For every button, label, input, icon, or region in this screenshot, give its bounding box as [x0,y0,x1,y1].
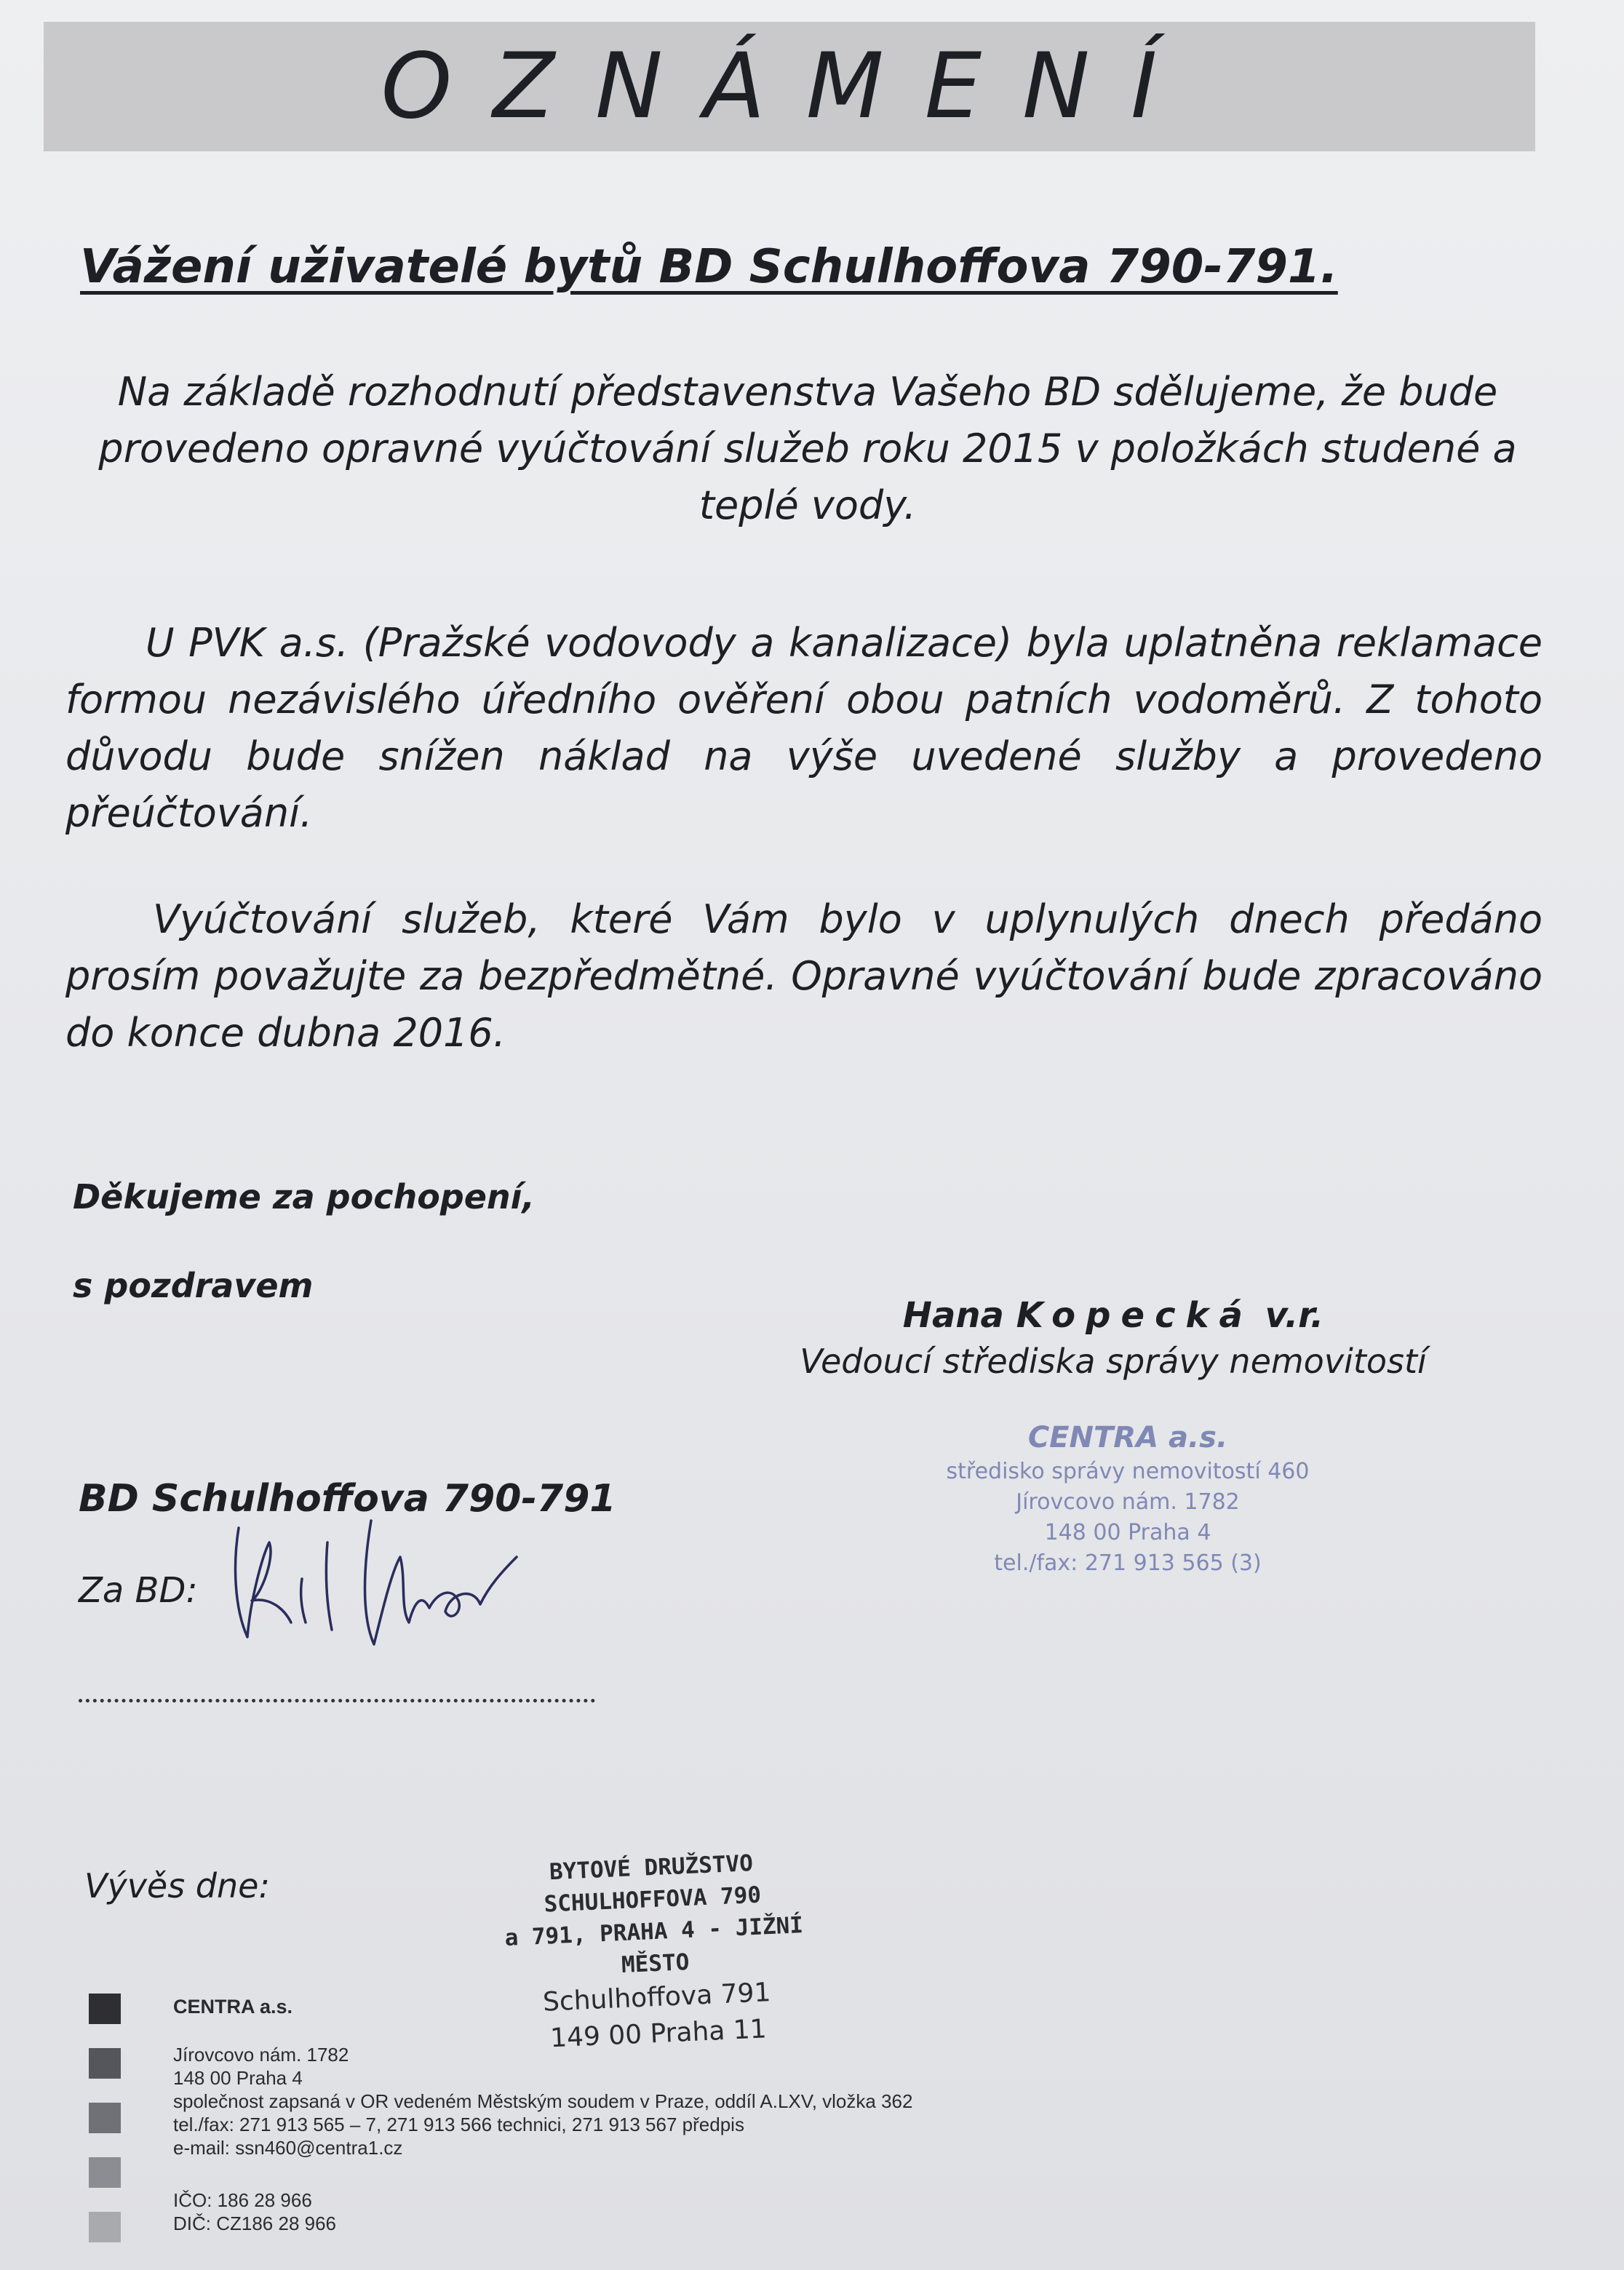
stamp-line: 149 00 Praha 11 [549,2014,768,2054]
paragraph-invalid-bill: Vyúčtování služeb, které Vám bylo v uplynulých dnech předáno prosím považujte za bezpředmětné. Opravné vyúčtování bude zpracováno do konce dubna 2016. [65,896,1543,1056]
signature-dotted-line [79,1699,595,1702]
closing-thanks: Děkujeme za pochopení, [73,1177,535,1216]
footer-square [89,2048,121,2079]
footer-phone: tel./fax: 271 913 565 – 7, 271 913 566 technici, 271 913 567 předpis [173,2114,744,2135]
paragraph-announcement: Na základě rozhodnutí představenstva Vašeho BD sdělujeme, že bude provedeno opravné vyúčtování služeb roku 2015 v položkách studené a teplé vody. [98,369,1517,528]
footer-registration: společnost zapsaná v OR vedeném Městským soudem v Praze, oddíl A.LXV, vložka 362 [173,2090,913,2112]
company-stamp [837,1419,1419,1579]
stamp-line: a 791, PRAHA 4 - JIŽNÍ MĚSTO [503,1912,804,1979]
for-cooperative-label: Za BD: [79,1570,198,1611]
footer-square [89,2212,121,2242]
stamp-company-name: CENTRA a.s. [1027,1421,1228,1454]
footer-square [89,2103,121,2133]
footer-address-2: 148 00 Praha 4 [173,2067,303,2089]
stamp-line: 148 00 Praha 4 [1044,1520,1211,1545]
footer-square [89,1994,121,2024]
handwritten-signature [218,1513,531,1659]
footer-company: CENTRA a.s. [173,1996,293,2018]
signer-last-name: Kopecká [1016,1295,1253,1336]
signer-suffix: v.r. [1265,1295,1324,1336]
cooperative-name: BD Schulhoffova 790-791 [79,1477,616,1521]
signer-block [749,1295,1477,1381]
posted-date-label: Vývěs dne: [84,1866,270,1905]
paragraph-claim: U PVK a.s. (Pražské vodovody a kanalizace) byla uplatněna reklamace formou nezávislého úředního ověření obou patních vodoměrů. Z tohoto důvodu bude snížen náklad na výše uvedené služby a provedeno přeúčtování. [65,620,1543,836]
footer-address-1: Jírovcovo nám. 1782 [173,2044,349,2066]
stamp-line: tel./fax: 271 913 565 (3) [994,1550,1262,1576]
signer-first-name: Hana [902,1295,1004,1336]
stamp-line: Schulhoffova 791 [542,1978,772,2018]
stamp-line: BYTOVÉ DRUŽSTVO SCHULHOFFOVA 790 [543,1850,762,1918]
footer-dic: DIČ: CZ186 28 966 [173,2213,337,2234]
cooperative-stamp [461,1844,848,2060]
footer-email: e-mail: ssn460@centra1.cz [173,2137,403,2159]
stamp-line: středisko správy nemovitostí 460 [946,1459,1310,1484]
closing-greeting: s pozdravem [73,1266,314,1305]
page-title: OZNÁMENÍ [381,34,1198,139]
salutation-heading: Vážení uživatelé bytů BD Schulhoffova 790-791. [80,240,1338,294]
footer-ico: IČO: 186 28 966 [173,2189,312,2211]
stamp-line: Jírovcovo nám. 1782 [1016,1489,1240,1515]
signer-role: Vedoucí střediska správy nemovitostí [800,1342,1427,1381]
signer-name [749,1295,1477,1336]
footer-square [89,2157,121,2188]
